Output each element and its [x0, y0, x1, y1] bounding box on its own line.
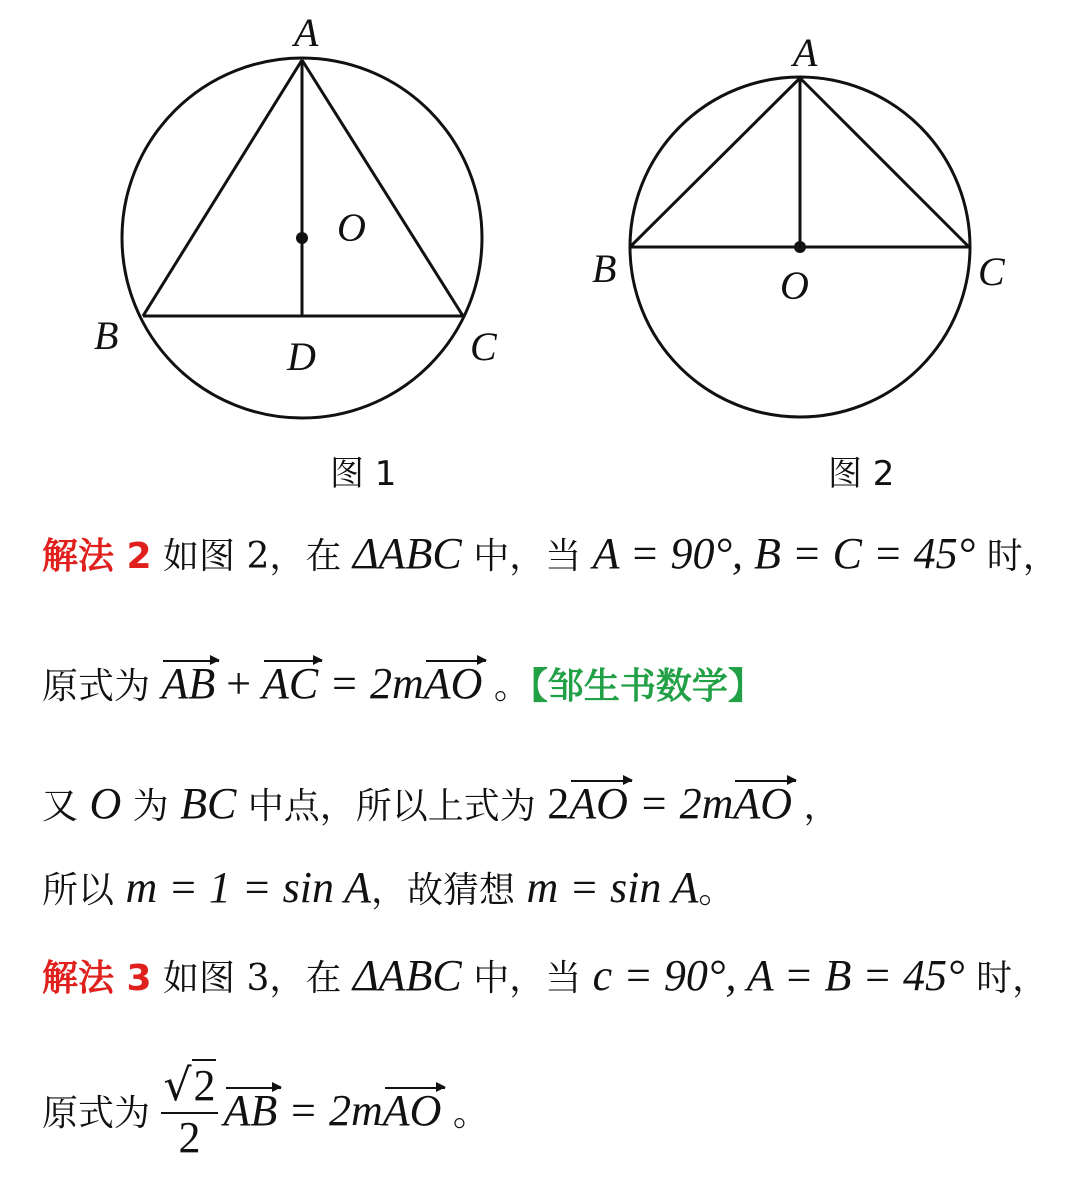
text: 中，当 — [461, 958, 593, 999]
label-a-1: A — [294, 10, 319, 55]
plus-sign: + — [215, 659, 263, 708]
label-b-2: B — [592, 246, 617, 291]
text: 时， — [975, 536, 1059, 577]
text: 如图 2，在 — [151, 536, 353, 577]
text: 。 — [441, 1093, 489, 1134]
vector-ab: AB — [161, 659, 216, 708]
sqrt-sign: √ — [163, 1060, 192, 1111]
fraction-denominator: 2 — [178, 1113, 201, 1162]
label-b-1: B — [94, 313, 119, 358]
text: 所以 — [42, 870, 126, 911]
text: ， — [792, 786, 840, 827]
equals-2m: = 2m — [277, 1086, 383, 1135]
label-c-1: C — [470, 324, 497, 369]
math-m-eq-sin: m = 1 = sin A — [125, 863, 372, 912]
label-a-2: A — [793, 30, 818, 75]
equals-2m: = 2m — [318, 659, 424, 708]
center-dot-2 — [794, 241, 806, 253]
math-triangle: ΔABC — [352, 951, 462, 1000]
fraction-numerator — [161, 1060, 217, 1114]
math-angles: A = 90°, B = C = 45° — [592, 529, 976, 578]
solution-2-line-3 — [42, 779, 840, 828]
text: ，故猜想 — [371, 870, 527, 911]
figure-1 — [0, 0, 540, 500]
side-ab-2 — [630, 78, 800, 247]
text: 为 — [121, 786, 181, 827]
vector-ab: AB — [223, 1086, 278, 1135]
math-bc: BC — [180, 779, 237, 828]
label-o-2: O — [780, 263, 809, 308]
figure-2 — [540, 0, 1080, 500]
math-triangle: ΔABC — [352, 529, 462, 578]
center-dot-1 — [296, 232, 308, 244]
vector-ao: AO — [382, 1086, 442, 1135]
sqrt-radicand: 2 — [193, 1061, 216, 1110]
vector-ao: AO — [423, 659, 483, 708]
text: 中点，所以上式为 — [236, 786, 548, 827]
brand-watermark: 【邹生书数学】 — [529, 665, 764, 707]
text: 又 — [42, 786, 90, 827]
math-o: O — [89, 779, 122, 828]
side-ac-2 — [800, 78, 969, 247]
text: 中，当 — [461, 536, 593, 577]
equals-2m: = 2m — [627, 779, 734, 828]
figure-1-caption: 图 1 — [330, 454, 397, 494]
vector-ac: AC — [262, 659, 319, 708]
vector-ao: AO — [733, 779, 793, 828]
label-c-2: C — [978, 249, 1005, 294]
solution-2-line-1 — [42, 529, 1059, 578]
vector-ao: AO — [569, 779, 628, 828]
label-o-1: O — [337, 205, 366, 250]
solution-3-line-1 — [42, 951, 1049, 1000]
figure-2-caption: 图 2 — [828, 454, 895, 494]
text: 原式为 — [42, 1093, 162, 1134]
text: 原式为 — [42, 666, 162, 707]
side-ab-1 — [143, 60, 302, 316]
text: 时， — [964, 958, 1049, 999]
math-angles: c = 90°, A = B = 45° — [592, 951, 965, 1000]
fraction-sqrt2-over-2 — [161, 1060, 217, 1162]
method-3-label: 解法 3 — [42, 958, 152, 999]
method-2-label: 解法 2 — [42, 536, 152, 577]
solution-2-line-4 — [42, 863, 735, 912]
side-ac-1 — [302, 60, 463, 316]
coef-2: 2 — [547, 779, 570, 828]
solution-2-line-2 — [42, 659, 764, 708]
text: 。 — [482, 666, 530, 707]
solution-3-line-2 — [42, 1060, 489, 1164]
label-d-1: D — [287, 334, 316, 379]
math-guess: m = sin A — [526, 863, 699, 912]
text: 。 — [698, 870, 735, 911]
text: 如图 3，在 — [151, 958, 353, 999]
